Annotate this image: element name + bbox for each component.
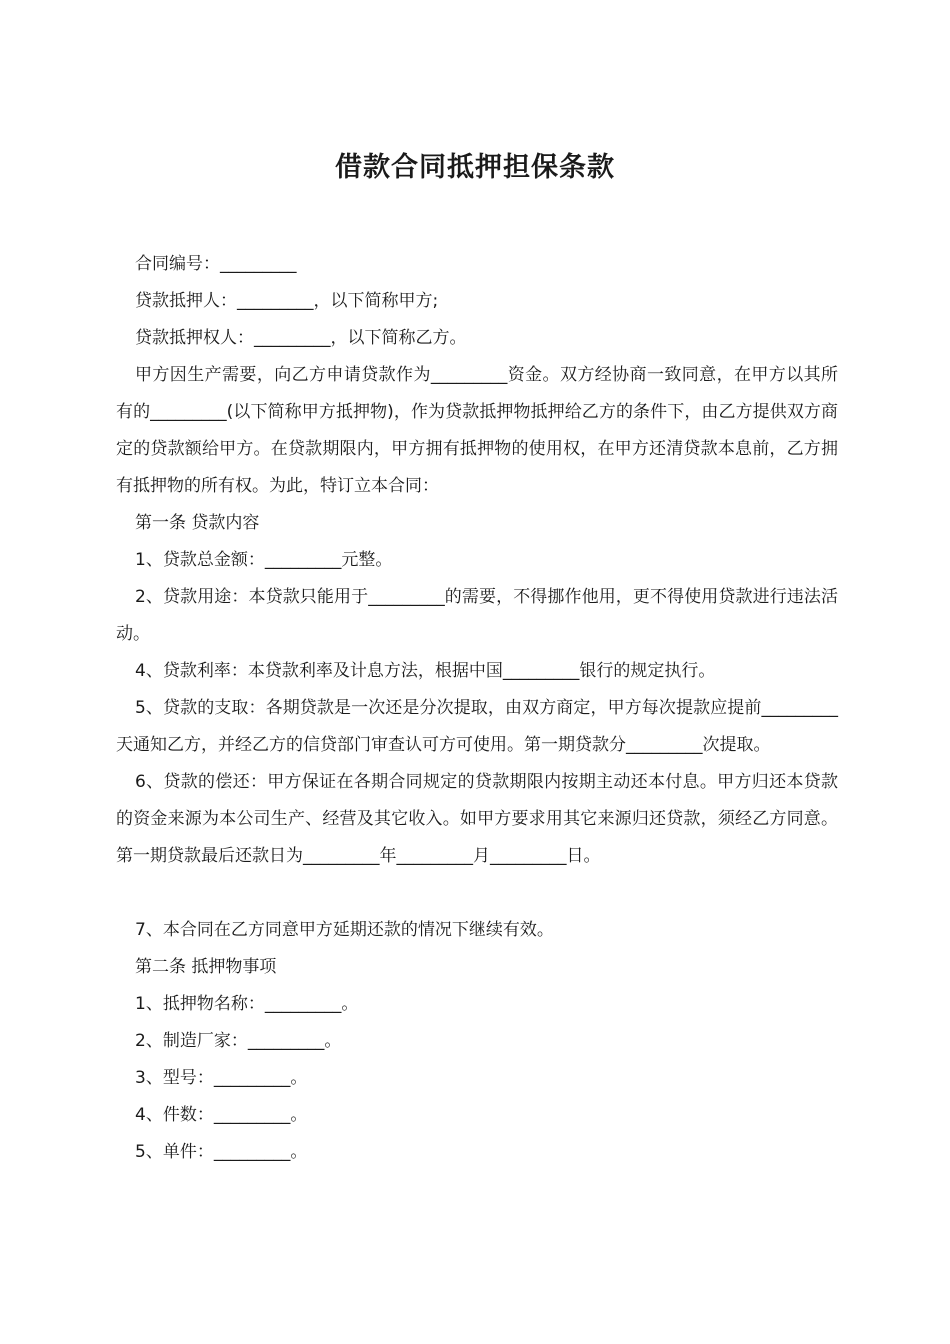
preamble-paragraph: 甲方因生产需要，向乙方申请贷款作为_________资金。双方经协商一致同意，在甲方以其所有的_________(以下简称甲方抵押物)，作为贷款抵押物抵押给乙方的条件下，由乙方提供双方商定的贷款额给甲方。在贷款期限内，甲方拥有抵押物的使用权，在甲方还清贷款本息前，乙方拥有抵押物的所有权。为此，特订立本合同：: [116, 365, 838, 496]
collateral-name-line: 1、抵押物名称：_________。: [135, 994, 359, 1014]
repayment-clause: 6、贷款的偿还：甲方保证在各期合同规定的贷款期限内按期主动还本付息。甲方归还本贷款的资金来源为本公司生产、经营及其它收入。如甲方要求用其它来源归还贷款，须经乙方同意。第一期贷款最后还款日为_________年_________月_________日。: [116, 772, 838, 866]
interest-rate-clause: 4、贷款利率：本贷款利率及计息方法，根据中国_________银行的规定执行。: [135, 661, 716, 681]
manufacturer-line: 2、制造厂家：_________。: [135, 1031, 342, 1051]
extension-clause: 7、本合同在乙方同意甲方延期还款的情况下继续有效。: [135, 920, 554, 940]
unit-line: 5、单件：_________。: [135, 1142, 308, 1162]
contract-number-line: 合同编号：_________: [135, 254, 297, 274]
model-line: 3、型号：_________。: [135, 1068, 308, 1088]
loan-amount-clause: 1、贷款总金额：_________元整。: [135, 550, 393, 570]
article-1-heading: 第一条 贷款内容: [135, 513, 260, 533]
mortgagor-line: 贷款抵押人：_________，以下简称甲方;: [135, 291, 439, 311]
quantity-line: 4、件数：_________。: [135, 1105, 308, 1125]
loan-purpose-clause: 2、贷款用途：本贷款只能用于_________的需要，不得挪作他用，更不得使用贷款进行违法活动。: [116, 587, 838, 644]
article-2-heading: 第二条 抵押物事项: [135, 957, 277, 977]
document-title: 借款合同抵押担保条款: [335, 152, 615, 184]
withdrawal-clause: 5、贷款的支取：各期贷款是一次还是分次提取，由双方商定，甲方每次提款应提前_________天通知乙方，并经乙方的信贷部门审查认可方可使用。第一期贷款分_________次提取。: [116, 698, 838, 755]
mortgagee-line: 贷款抵押权人：_________，以下简称乙方。: [135, 328, 467, 348]
document-body: [116, 246, 838, 1171]
